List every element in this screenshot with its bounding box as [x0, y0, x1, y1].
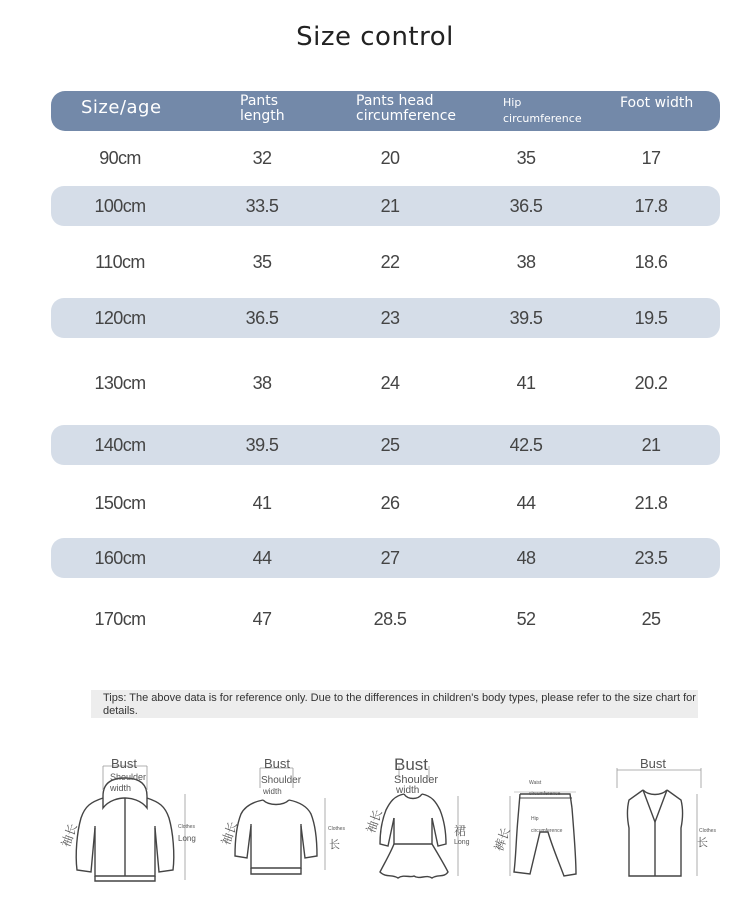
cell-size: 110cm [95, 252, 145, 272]
pants-illustration [492, 748, 592, 888]
cell-hip: 41 [516, 373, 536, 393]
cell-hip: 35 [516, 148, 536, 168]
table-row [51, 538, 720, 578]
cell-size: 100cm [94, 196, 146, 216]
chang-label: 长 [329, 839, 340, 851]
bust-label: Bust [264, 756, 291, 771]
cell-pants-length: 41 [252, 493, 272, 513]
table-row [51, 363, 720, 403]
table-row [51, 298, 720, 338]
cell-pants-head: 20 [380, 148, 400, 168]
cell-pants-head: 24 [380, 373, 400, 393]
header-pants-head-line2: circumference [356, 108, 457, 124]
header-pants-length-line1: Pants [240, 93, 279, 109]
hip-circumference-label: circumference [531, 828, 563, 834]
header-pants-head-line1: Pants head [356, 93, 434, 109]
cell-pants-length: 39.5 [245, 435, 279, 455]
cell-size: 90cm [99, 148, 141, 168]
header-pants-length-line2: length [240, 108, 285, 124]
cell-hip: 48 [516, 548, 536, 568]
cell-size: 120cm [94, 308, 146, 328]
cell-hip: 38 [516, 252, 536, 272]
cell-pants-head: 25 [380, 435, 400, 455]
header-hip [503, 95, 582, 127]
long-label: Long [178, 834, 196, 843]
clothes-label: Clothes [328, 826, 345, 832]
page-title: Size control [296, 22, 454, 52]
cell-size: 130cm [94, 373, 146, 393]
table-row [51, 138, 720, 178]
long-label: Long [454, 839, 470, 846]
cell-pants-length: 36.5 [245, 308, 279, 328]
header-hip-line1: Hip [503, 96, 522, 109]
dress-illustration [356, 748, 481, 888]
width-label: width [263, 787, 282, 796]
waist-circumference-label: circumference [529, 791, 561, 797]
pants-length-label: 裤长 [491, 825, 514, 854]
chang-label: 长 [697, 837, 708, 849]
cell-hip: 36.5 [509, 196, 543, 216]
header-pants-length [240, 94, 285, 124]
cell-foot-width: 21 [641, 435, 661, 455]
table-row [51, 242, 720, 282]
cell-foot-width: 17 [641, 148, 661, 168]
tips-note: Tips: The above data is for reference only. Due to the differences in children's body types, please refer to the size chart for details. [91, 690, 698, 718]
cell-foot-width: 18.6 [634, 252, 668, 272]
hoodie-illustration [55, 748, 200, 888]
cell-size: 170cm [94, 609, 146, 629]
bust-label: Bust [111, 756, 138, 771]
sweater-illustration [213, 748, 348, 888]
cell-pants-length: 44 [252, 548, 272, 568]
cell-foot-width: 20.2 [634, 373, 668, 393]
sleeve-length-label: 袖长 [363, 807, 386, 836]
cell-foot-width: 19.5 [634, 308, 668, 328]
width-label: width [110, 783, 132, 793]
cell-foot-width: 23.5 [634, 548, 668, 568]
cell-pants-head: 26 [380, 493, 400, 513]
cell-pants-head: 28.5 [373, 609, 407, 629]
clothes-label: Clothes [178, 824, 195, 830]
header-size-age: Size/age [81, 97, 162, 118]
cell-hip: 39.5 [509, 308, 543, 328]
cell-size: 160cm [94, 548, 146, 568]
sweater-diagram [213, 748, 348, 888]
hoodie-diagram [55, 748, 200, 888]
cell-pants-length: 35 [252, 252, 272, 272]
shoulder-label: Shoulder [394, 774, 439, 786]
cell-pants-head: 23 [380, 308, 400, 328]
cell-size: 150cm [94, 493, 146, 513]
shoulder-label: Shoulder [261, 775, 302, 786]
cell-pants-length: 32 [252, 148, 272, 168]
cell-foot-width: 25 [641, 609, 661, 629]
cell-size: 140cm [94, 435, 146, 455]
sleeve-length-label: 袖长 [58, 821, 81, 850]
table-row [51, 599, 720, 639]
cell-pants-head: 22 [380, 252, 400, 272]
size-table-header [51, 91, 720, 131]
vest-diagram [605, 748, 715, 888]
clothes-label: Clothes [699, 828, 716, 834]
table-row [51, 483, 720, 523]
table-row [51, 425, 720, 465]
cell-pants-length: 47 [252, 609, 272, 629]
vest-illustration [605, 748, 715, 888]
cell-pants-length: 33.5 [245, 196, 279, 216]
header-hip-line2: circumference [503, 112, 582, 125]
pants-diagram [492, 748, 592, 888]
cell-pants-length: 38 [252, 373, 272, 393]
header-foot-width: Foot width [620, 95, 694, 111]
cell-hip: 52 [516, 609, 536, 629]
cell-hip: 42.5 [509, 435, 543, 455]
cell-foot-width: 21.8 [634, 493, 668, 513]
width-label: width [396, 785, 420, 796]
shoulder-label: Shoulder [110, 772, 147, 782]
bust-label: Bust [394, 755, 429, 774]
table-row [51, 186, 720, 226]
dress-diagram [356, 748, 481, 888]
hip-label: Hip [531, 816, 539, 822]
cell-foot-width: 17.8 [634, 196, 668, 216]
waist-label: Waist [529, 780, 542, 786]
skirt-label: 裙 [454, 824, 467, 838]
cell-hip: 44 [516, 493, 536, 513]
cell-pants-head: 27 [380, 548, 400, 568]
bust-label: Bust [640, 756, 667, 771]
header-pants-head [356, 94, 456, 124]
sleeve-length-label: 袖长 [218, 819, 241, 848]
cell-pants-head: 21 [380, 196, 400, 216]
